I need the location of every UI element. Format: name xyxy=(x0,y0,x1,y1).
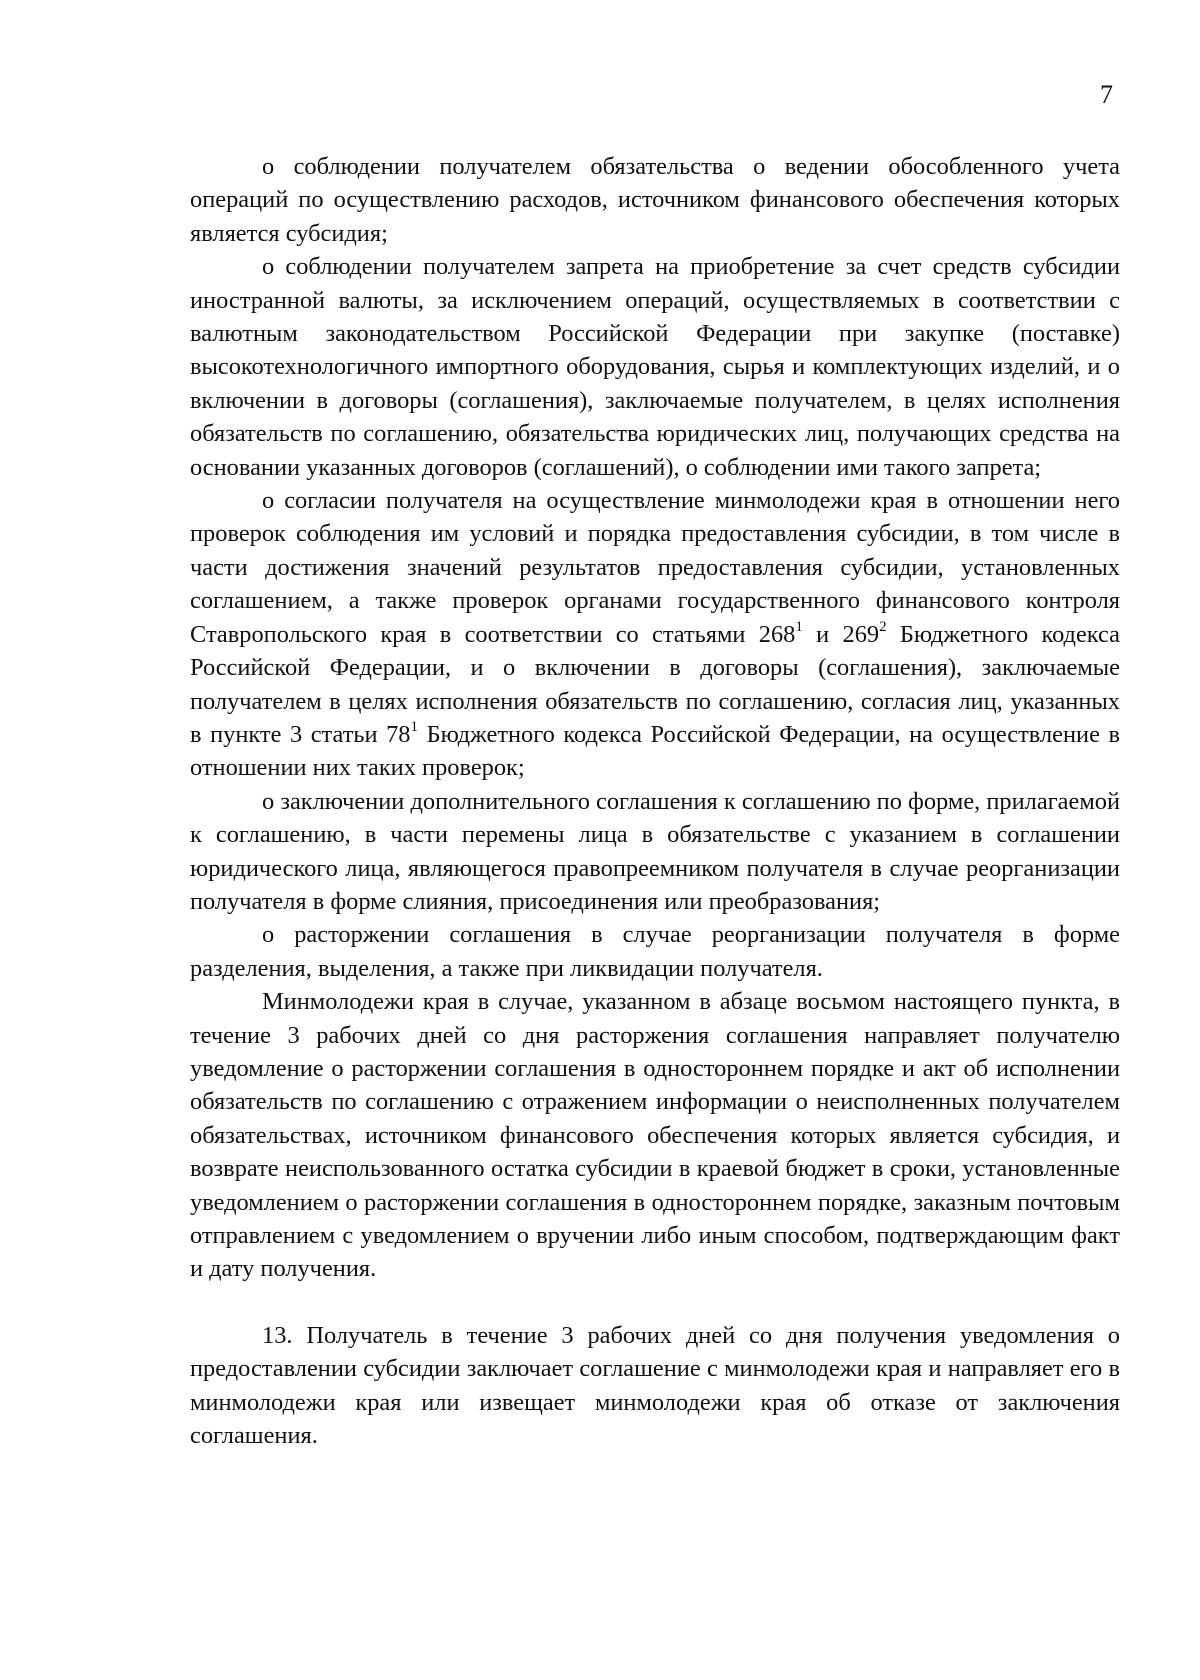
paragraph-separate-accounting: о соблюдении получателем обязательства о ведении обособленного учета операций по осуществлению расходов, источником финансового обеспечения которых является субсидия; xyxy=(190,153,1120,247)
paragraph-termination: о расторжении соглашения в случае реорганизации получателя в форме разделения, выделения, а также при ликвидации получателя. xyxy=(190,921,1120,982)
document-body xyxy=(190,150,1120,1452)
superscript: 1 xyxy=(795,618,803,635)
paragraph-additional-agreement: о заключении дополнительного соглашения к соглашению по форме, прилагаемой к соглашению, в части перемены лица в обязательстве с указанием в соглашении юридического лица, являющегося правопреемником получателя в случае реорганизации получателя в форме слияния, присоединения или преобразования; xyxy=(190,787,1120,915)
paragraph-consent-inspections xyxy=(190,484,1120,785)
paragraph-text: Бюджетного кодекса Российской Федерации, на осуществление в отношении них таких проверок; xyxy=(190,720,1120,782)
paragraph-termination-notice: Минмолодежи края в случае, указанном в абзаце восьмом настоящего пункта, в течение 3 рабочих дней со дня расторжения соглашения направляет получателю уведомление о расторжении соглашения в одностороннем порядке и акт об исполнении обязательств по соглашению с отражением информации о неисполненных получателем обязательствах, источником финансового обеспечения которых является субсидия, и возврате неиспользованного остатка субсидии в краевой бюджет в сроки, установленные уведомлением о расторжении соглашения в одностороннем порядке, заказным почтовым отправлением с уведомлением о вручении либо иным способом, подтверждающим факт и дату получения. xyxy=(190,988,1120,1283)
page-number: 7 xyxy=(1100,80,1113,109)
paragraph-text: и 269 xyxy=(802,620,880,648)
paragraph-item-13: 13. Получатель в течение 3 рабочих дней со дня получения уведомления о предоставлении субсидии заключает соглашение с минмолодежи края и направляет его в минмолодежи края или извещает минмолодежи края об отказе от заключения соглашения. xyxy=(190,1321,1120,1450)
paragraph-text: Бюджетного кодекса Российской Федерации, и о включении в договоры (соглашения), заключаемые получателем в целях исполнения обязательств по соглашению, согласия лиц, указанных в пункте 3 статьи 78 xyxy=(190,620,1120,748)
paragraph-foreign-currency-ban: о соблюдении получателем запрета на приобретение за счет средств субсидии иностранной валюты, за исключением операций, осуществляемых в соответствии с валютным законодательством Российской Федерации при закупке (поставке) высокотехнологичного импортного оборудования, сырья и комплектующих изделий, и о включении в договоры (соглашения), заключаемые получателем, в целях исполнения обязательств по соглашению, обязательства юридических лиц, получающих средства на основании указанных договоров (соглашений), о соблюдении ими такого запрета; xyxy=(190,253,1120,481)
superscript: 2 xyxy=(879,618,887,635)
superscript: 1 xyxy=(410,718,419,735)
paragraph-text: о согласии получателя на осуществление минмолодежи края в отношении него проверок соблюдения им условий и порядка предоставления субсидии, в том числе в части достижения значений результатов предоставления субсидии, установленных соглашением, а также проверок органами государственного финансового контроля Ставропольского края в соответствии со статьями 268 xyxy=(190,487,1120,648)
